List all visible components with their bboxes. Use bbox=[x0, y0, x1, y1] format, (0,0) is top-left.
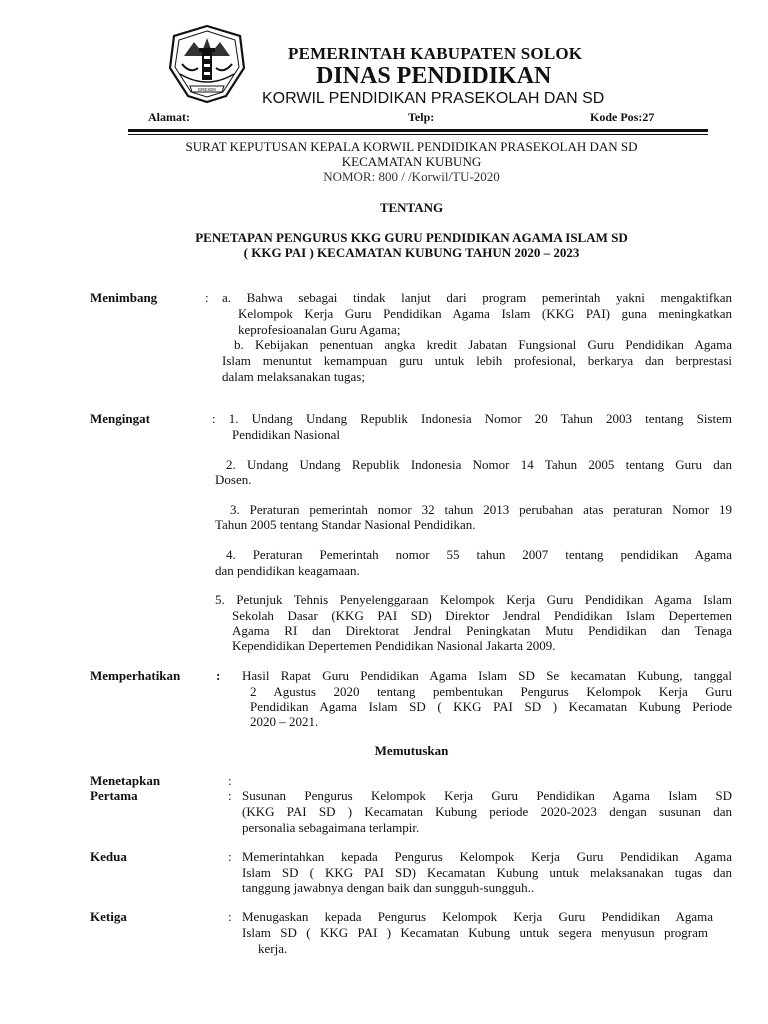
menetapkan-colon: : bbox=[228, 773, 232, 788]
phone-label: Telp: bbox=[408, 110, 435, 124]
memperhatikan-label: Memperhatikan bbox=[90, 668, 181, 683]
ketiga-line2: Islam SD ( KKG PAI ) Kecamatan Kubung untuk segera menyusun program bbox=[242, 925, 708, 940]
government-name: PEMERINTAH KABUPATEN SOLOK bbox=[288, 44, 583, 63]
sub-office-name: KORWIL PENDIDIKAN PRASEKOLAH DAN SD bbox=[262, 90, 605, 107]
pertama-label: Pertama bbox=[90, 788, 138, 803]
decree-title-line1: SURAT KEPUTUSAN KEPALA KORWIL PENDIDIKAN PRASEKOLAH DAN SD bbox=[185, 139, 638, 154]
kedua-line3: tanggung jawabnya dengan baik dan sungguh-sungguh.. bbox=[242, 880, 535, 895]
ketiga-line3: kerja. bbox=[258, 941, 288, 956]
postal-code-label: Kode Pos:27 bbox=[590, 110, 655, 124]
pertama-colon: : bbox=[228, 788, 232, 803]
mengingat-item3-line1: 3. Peraturan pemerintah nomor 32 tahun 2013 perubahan atas peraturan Nomor 19 bbox=[230, 502, 732, 517]
mengingat-item1-line2: Pendidikan Nasional bbox=[232, 427, 340, 442]
memutuskan-heading: Memutuskan bbox=[374, 743, 449, 758]
mengingat-item3-line2: Tahun 2005 tentang Standar Nasional Pendidikan. bbox=[215, 517, 476, 532]
mengingat-item5-line4: Kependidikan Depertemen Pendidikan Nasional Jakarta 2009. bbox=[232, 638, 556, 653]
mengingat-item1-line1: : 1. Undang Undang Republik Indonesia Nomor 20 Tahun 2003 tentang Sistem bbox=[212, 411, 732, 426]
about-heading: TENTANG bbox=[379, 200, 444, 215]
menetapkan-label: Menetapkan bbox=[90, 773, 161, 788]
mengingat-label: Mengingat bbox=[90, 411, 150, 426]
menimbang-b-line2: Islam menuntut kemampuan guru untuk lebih profesional, berkarya dan berprestasi bbox=[222, 353, 732, 368]
mengingat-item5-line1: 5. Petunjuk Tehnis Penyelenggaraan Kelompok Kerja Guru Pendidikan Agama Islam bbox=[215, 592, 732, 607]
decree-subject-line2: ( KKG PAI ) KECAMATAN KUBUNG TAHUN 2020 – 2023 bbox=[243, 245, 580, 260]
mengingat-item4-line2: dan pendidikan keagamaan. bbox=[215, 563, 360, 578]
menimbang-label: Menimbang bbox=[90, 290, 158, 305]
memperhatikan-line3: Pendidikan Agama Islam SD ( KKG PAI SD ) Kecamatan Kubung Periode bbox=[250, 699, 732, 714]
menimbang-a-line3: keprofesioanalan Guru Agama; bbox=[238, 322, 401, 337]
kedua-line1: Memerintahkan kepada Pengurus Kelompok Kerja Guru Pendidikan Agama bbox=[242, 849, 732, 864]
pertama-line2: (KKG PAI SD ) Kecamatan Kubung periode 2020-2023 dengan susunan dan bbox=[242, 804, 732, 819]
decree-title-line2: KECAMATAN KUBUNG bbox=[341, 154, 482, 169]
ketiga-label: Ketiga bbox=[90, 909, 127, 924]
memperhatikan-line1: Hasil Rapat Guru Pendidikan Agama Islam SD Se kecamatan Kubung, tanggal bbox=[242, 668, 732, 683]
letterhead-rule-thick bbox=[128, 129, 708, 132]
mengingat-item2-line1: 2. Undang Undang Republik Indonesia Nomor 14 Tahun 2005 tentang Guru dan bbox=[226, 457, 732, 472]
mengingat-item2-line2: Dosen. bbox=[215, 472, 252, 487]
svg-text:GRESEK: GRESEK bbox=[197, 87, 217, 92]
menimbang-colon: : bbox=[205, 290, 209, 305]
memperhatikan-line2: 2 Agustus 2020 tentang pembentukan Pengurus Kelompok Kerja Guru bbox=[250, 684, 732, 699]
menimbang-b-line1: b. Kebijakan penentuan angka kredit Jabatan Fungsional Guru Pendidikan Agama bbox=[234, 337, 732, 352]
decree-number: NOMOR: 800 / /Korwil/TU-2020 bbox=[323, 169, 500, 184]
address-label: Alamat: bbox=[148, 110, 190, 124]
letterhead-rule-thin bbox=[128, 134, 708, 135]
department-name: DINAS PENDIDIKAN bbox=[316, 63, 552, 89]
menimbang-b-line3: dalam melaksanakan tugas; bbox=[222, 369, 365, 384]
mengingat-item5-line3: Agama RI dan Direktorat Jendral Peningkatan Mutu Pendidikan dan Tenaga bbox=[232, 623, 732, 638]
decree-subject-line1: PENETAPAN PENGURUS KKG GURU PENDIDIKAN AGAMA ISLAM SD bbox=[195, 230, 628, 245]
kedua-colon: : bbox=[228, 849, 232, 864]
pertama-line3: personalia sebagaimana terlampir. bbox=[242, 820, 420, 835]
ketiga-colon: : bbox=[228, 909, 232, 924]
mengingat-item4-line1: 4. Peraturan Pemerintah nomor 55 tahun 2007 tentang pendidikan Agama bbox=[226, 547, 732, 562]
memperhatikan-line4: 2020 – 2021. bbox=[250, 714, 319, 729]
kedua-label: Kedua bbox=[90, 849, 127, 864]
memperhatikan-colon: : bbox=[216, 668, 221, 683]
menimbang-a-line2: Kelompok Kerja Guru Pendidikan Agama Islam (KKG PAI) guna meningkatkan bbox=[238, 306, 732, 321]
mengingat-item5-line2: Sekolah Dasar (KKG PAI SD) Direktor Jendral Pendidikan Islam Depertemen bbox=[232, 608, 732, 623]
regency-coat-of-arms-icon bbox=[168, 24, 246, 104]
menimbang-a-line1: a. Bahwa sebagai tindak lanjut dari program pemerintah yakni mengaktifkan bbox=[222, 290, 732, 305]
kedua-line2: Islam SD ( KKG PAI SD) Kecamatan Kubung untuk melaksanakan tugas dan bbox=[242, 865, 732, 880]
pertama-line1: Susunan Pengurus Kelompok Kerja Guru Pendidikan Agama Islam SD bbox=[242, 788, 732, 803]
ketiga-line1: Menugaskan kepada Pengurus Kelompok Kerja Guru Pendidikan Agama bbox=[242, 909, 713, 924]
